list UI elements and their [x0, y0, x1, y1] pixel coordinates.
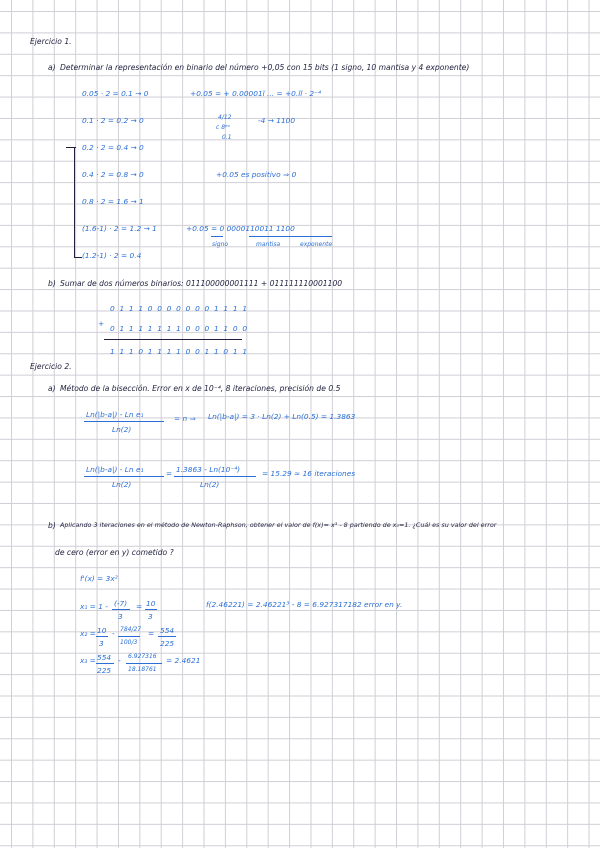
- x2-eq: =: [148, 629, 155, 638]
- x2-res-bar: [158, 636, 176, 637]
- ej1-a-label: a): [48, 63, 56, 72]
- sum-plus: +: [98, 319, 105, 328]
- conv-line-1: +0.05 = + 0.00001ĭ ... = +0.ĭĭ · 2⁻⁴: [190, 89, 321, 98]
- x1-den: 3: [118, 612, 123, 621]
- x2-a-num: 10: [97, 626, 107, 635]
- x1-eq: =: [136, 602, 143, 611]
- derivative: f'(x) = 3x²: [80, 574, 118, 583]
- frac-num: 4/12: [218, 114, 232, 121]
- step-1: 0.05 · 2 = 0.1 → 0: [82, 89, 149, 98]
- loop-bracket-top: [66, 147, 76, 148]
- x1-bar: [112, 609, 130, 610]
- error-note: f(2.46221) = 2.46221³ - 8 = 6.927317182 error en y.: [206, 600, 403, 609]
- x2-res-num: 554: [160, 626, 175, 635]
- frac-mid: c 8ᵉᵒ: [216, 124, 231, 131]
- ej2-b-prompt-1: Aplicando 3 iteraciones en el método de Newton-Raphson, obtener el valor de f(x)= x³ - 8 partiendo de x₀=1. ¿Cuál es su valor del error: [60, 521, 497, 529]
- mantissa-underline: [249, 236, 306, 237]
- x2-a-den: 3: [99, 639, 104, 648]
- x2-b-bar: [118, 636, 140, 637]
- step-5: 0.8 · 2 = 1.6 → 1: [82, 197, 144, 206]
- f1-mid: = n ⇒: [174, 414, 196, 423]
- ej2-b-prompt-2: de cero (error en y) cometido ?: [55, 548, 174, 557]
- label-exponent: exponente: [300, 241, 333, 248]
- ej2-b-label: b): [48, 521, 56, 530]
- ej1-b-prompt: Sumar de dos números binarios: 011100000001111 + 011111110001100: [60, 279, 343, 288]
- loop-bracket-bottom: [74, 257, 82, 258]
- ej2-title: Ejercicio 2.: [30, 362, 72, 371]
- exponent-underline: [302, 236, 332, 237]
- conv-line-2: -4 → 1100: [258, 116, 296, 125]
- f2-bar: [84, 476, 164, 477]
- sign-underline: [211, 236, 223, 237]
- x3-a-bar: [96, 663, 114, 664]
- step-2: 0.1 · 2 = 0.2 → 0: [82, 116, 144, 125]
- x2-res-den: 225: [160, 639, 175, 648]
- x3-b-num: 6.927316: [128, 653, 157, 660]
- x2-minus: -: [112, 629, 115, 638]
- label-sign: signo: [212, 241, 229, 248]
- sum-line: [104, 339, 242, 340]
- sign-note: +0.05 es positivo ⇒ 0: [216, 170, 297, 179]
- ej2-a-label: a): [48, 384, 56, 393]
- ej1-b-label: b): [48, 279, 56, 288]
- x3-lhs: x₃ =: [80, 656, 96, 665]
- f1-bar: [84, 421, 164, 422]
- x3-result: = 2.4621: [166, 656, 201, 665]
- step-7: (1.2-1) · 2 = 0.4: [82, 251, 142, 260]
- loop-bracket-line: [74, 147, 75, 257]
- f2-den: Ln(2): [112, 480, 132, 489]
- x2-a-bar: [96, 636, 108, 637]
- step-6: (1.6-1) · 2 = 1.2 → 1: [82, 224, 157, 233]
- f2-num2: 1.3863 - Ln(10⁻⁴): [176, 465, 241, 474]
- label-mantissa: mantisa: [256, 241, 281, 248]
- ej2-a-prompt: Método de la bisección. Error en x de 10⁻⁴, 8 iteraciones, precisión de 0.5: [60, 384, 341, 393]
- step-4: 0.4 · 2 = 0.8 → 0: [82, 170, 144, 179]
- ej1-a-prompt: Determinar la representación en binario del número +0,05 con 15 bits (1 signo, 10 mantisa y 4 exponente): [60, 63, 470, 72]
- f2-den2: Ln(2): [200, 480, 220, 489]
- x1-res-bar: [145, 609, 157, 610]
- sum-row-1: 0 1 1 1 0 0 0 0 0 0 0 1 1 1 1: [110, 304, 249, 313]
- x3-minus: -: [118, 656, 121, 665]
- f2-result: = 15.29 ≈ 16 iteraciones: [262, 469, 356, 478]
- step-3: 0.2 · 2 = 0.4 → 0: [82, 143, 144, 152]
- x3-a-den: 225: [97, 666, 112, 675]
- x1-num: (-7): [114, 599, 128, 608]
- f2-bar2: [174, 476, 256, 477]
- f1-rhs: Ln(|b-a|) = 3 · Ln(2) + Ln(0.5) = 1.3863: [208, 412, 356, 421]
- f2-num: Ln(|b-a|) - Ln e₁: [86, 465, 144, 474]
- sum-result: 1 1 1 0 1 1 1 1 0 0 1 1 0 1 1: [110, 347, 249, 356]
- x2-b-num: 784/27: [120, 626, 142, 633]
- x1-res-den: 3: [148, 612, 153, 621]
- x3-b-bar: [126, 663, 162, 664]
- x2-lhs: x₂ =: [80, 629, 96, 638]
- representation: +0.05 = 0 0000110011 1100: [186, 224, 295, 233]
- f1-num: Ln(|b-a|) - Ln e₁: [86, 410, 144, 419]
- x2-b-den: 100/3: [120, 639, 138, 646]
- f1-den: Ln(2): [112, 425, 132, 434]
- x3-a-num: 554: [97, 653, 112, 662]
- sum-row-2: 0 1 1 1 1 1 1 1 0 0 0 1 1 0 0: [110, 324, 249, 333]
- f2-eq: =: [166, 469, 173, 478]
- x1-res-num: 10: [146, 599, 156, 608]
- x1-lhs: x₁ = 1 -: [80, 602, 108, 611]
- frac-den: 0.1: [222, 134, 232, 141]
- x3-b-den: 18.18761: [128, 666, 157, 673]
- ej1-title: Ejercicio 1.: [30, 37, 72, 46]
